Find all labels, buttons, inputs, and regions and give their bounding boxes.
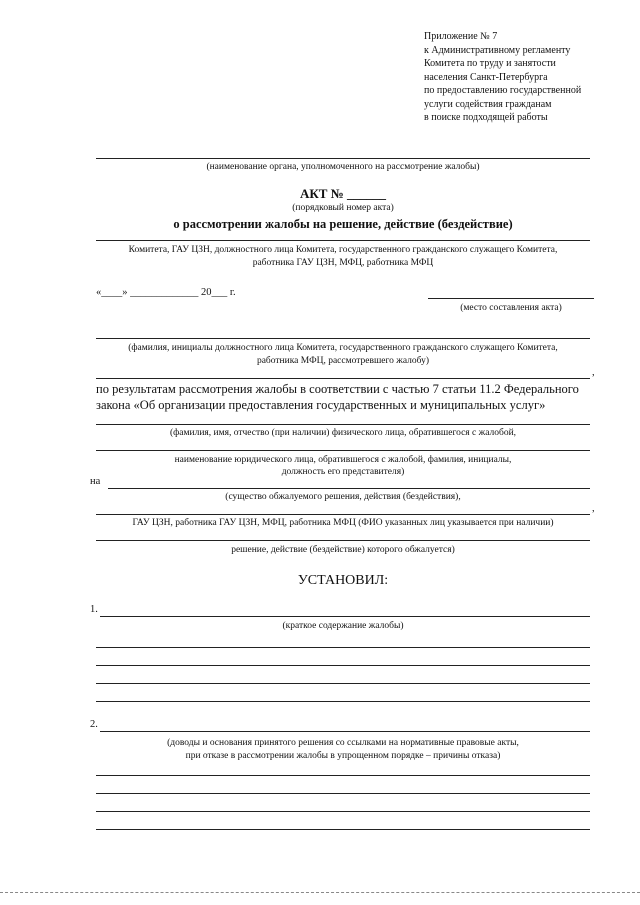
applicant-line	[96, 424, 590, 425]
item2-answer-line	[96, 775, 590, 776]
item1-caption: (краткое содержание жалобы)	[282, 621, 404, 631]
act-title: АКТ № ______	[299, 186, 387, 201]
item1-answer-line	[96, 665, 590, 666]
legal-caption-line1: наименование юридического лица, обратившегося с жалобой, фамилия, инициалы,	[174, 455, 512, 465]
appendix-line: населения Санкт-Петербурга	[424, 71, 548, 83]
appendix-line: услуги содействия гражданам	[424, 98, 552, 110]
appendix-line: Комитета по труду и занятости	[424, 58, 556, 69]
appealed-caption: решение, действие (бездействие) которого обжалуется)	[231, 545, 455, 555]
item1-answer-line	[96, 701, 590, 702]
legal-caption-line2: должность его представителя)	[281, 467, 405, 477]
decision-caption: (существо обжалуемого решения, действия (бездействия),	[225, 492, 461, 502]
item2-answer-line	[96, 793, 590, 794]
appendix-line: по предоставлению государственной	[424, 85, 582, 96]
law-text-line2: закона «Об организации предоставления государственных и муниципальных услуг»	[96, 398, 546, 412]
act-subject: о рассмотрении жалобы на решение, действие (бездействие)	[173, 217, 513, 231]
official-caption-line1: (фамилия, инициалы должностного лица Комитета, государственного гражданского служащего Комитета,	[128, 343, 558, 353]
place-line	[428, 298, 594, 299]
established-heading: УСТАНОВИЛ:	[297, 573, 389, 588]
item2-line	[100, 731, 590, 732]
persons-line	[96, 514, 590, 515]
law-text-line1: по результатам рассмотрения жалобы в соответствии с частью 7 статьи 11.2 Федерального	[96, 382, 579, 396]
comma-mark: ,	[592, 367, 595, 378]
comma-mark: ,	[592, 503, 595, 514]
subject-caption-line1: Комитета, ГАУ ЦЗН, должностного лица Комитета, государственного гражданского служащего Комитета,	[128, 245, 558, 255]
organ-name-line	[96, 158, 590, 159]
appendix-line: Приложение № 7	[424, 31, 498, 42]
subject-line	[96, 240, 590, 241]
item1-answer-line	[96, 647, 590, 648]
item2-caption-line2: при отказе в рассмотрении жалобы в упрощенном порядке – причины отказа)	[185, 751, 501, 761]
item1-label: 1.	[90, 604, 98, 615]
item2-caption-line1: (доводы и основания принятого решения со ссылками на нормативные правовые акты,	[167, 738, 519, 748]
na-label: на	[90, 476, 101, 487]
appendix-line: в поиске подходящей работы	[424, 112, 548, 123]
item2-answer-line	[96, 829, 590, 830]
organ-caption: (наименование органа, уполномоченного на рассмотрение жалобы)	[206, 162, 480, 172]
item2-label: 2.	[90, 719, 98, 730]
official-caption-line2: работника МФЦ, рассмотревшего жалобу)	[256, 356, 430, 366]
item1-line	[100, 616, 590, 617]
subject-caption-line2: работника ГАУ ЦЗН, МФЦ, работника МФЦ	[252, 258, 434, 268]
legal-line	[96, 450, 590, 451]
appendix-block	[424, 30, 624, 125]
applicant-caption: (фамилия, имя, отчество (при наличии) физического лица, обратившегося с жалобой,	[169, 428, 517, 438]
date-field: «____» _____________ 20___ г.	[96, 287, 236, 298]
item1-answer-line	[96, 683, 590, 684]
official-line	[96, 338, 590, 339]
act-number-caption: (порядковый номер акта)	[292, 203, 394, 213]
appendix-line: к Административному регламенту	[424, 44, 571, 56]
appealed-line	[96, 540, 590, 541]
decision-line	[108, 488, 590, 489]
page-bottom-edge	[0, 892, 640, 893]
blank-line	[96, 378, 590, 379]
item2-answer-line	[96, 811, 590, 812]
place-caption: (место составления акта)	[460, 303, 562, 313]
persons-caption: ГАУ ЦЗН, работника ГАУ ЦЗН, МФЦ, работника МФЦ (ФИО указанных лиц указывается при наличии)	[132, 518, 554, 528]
